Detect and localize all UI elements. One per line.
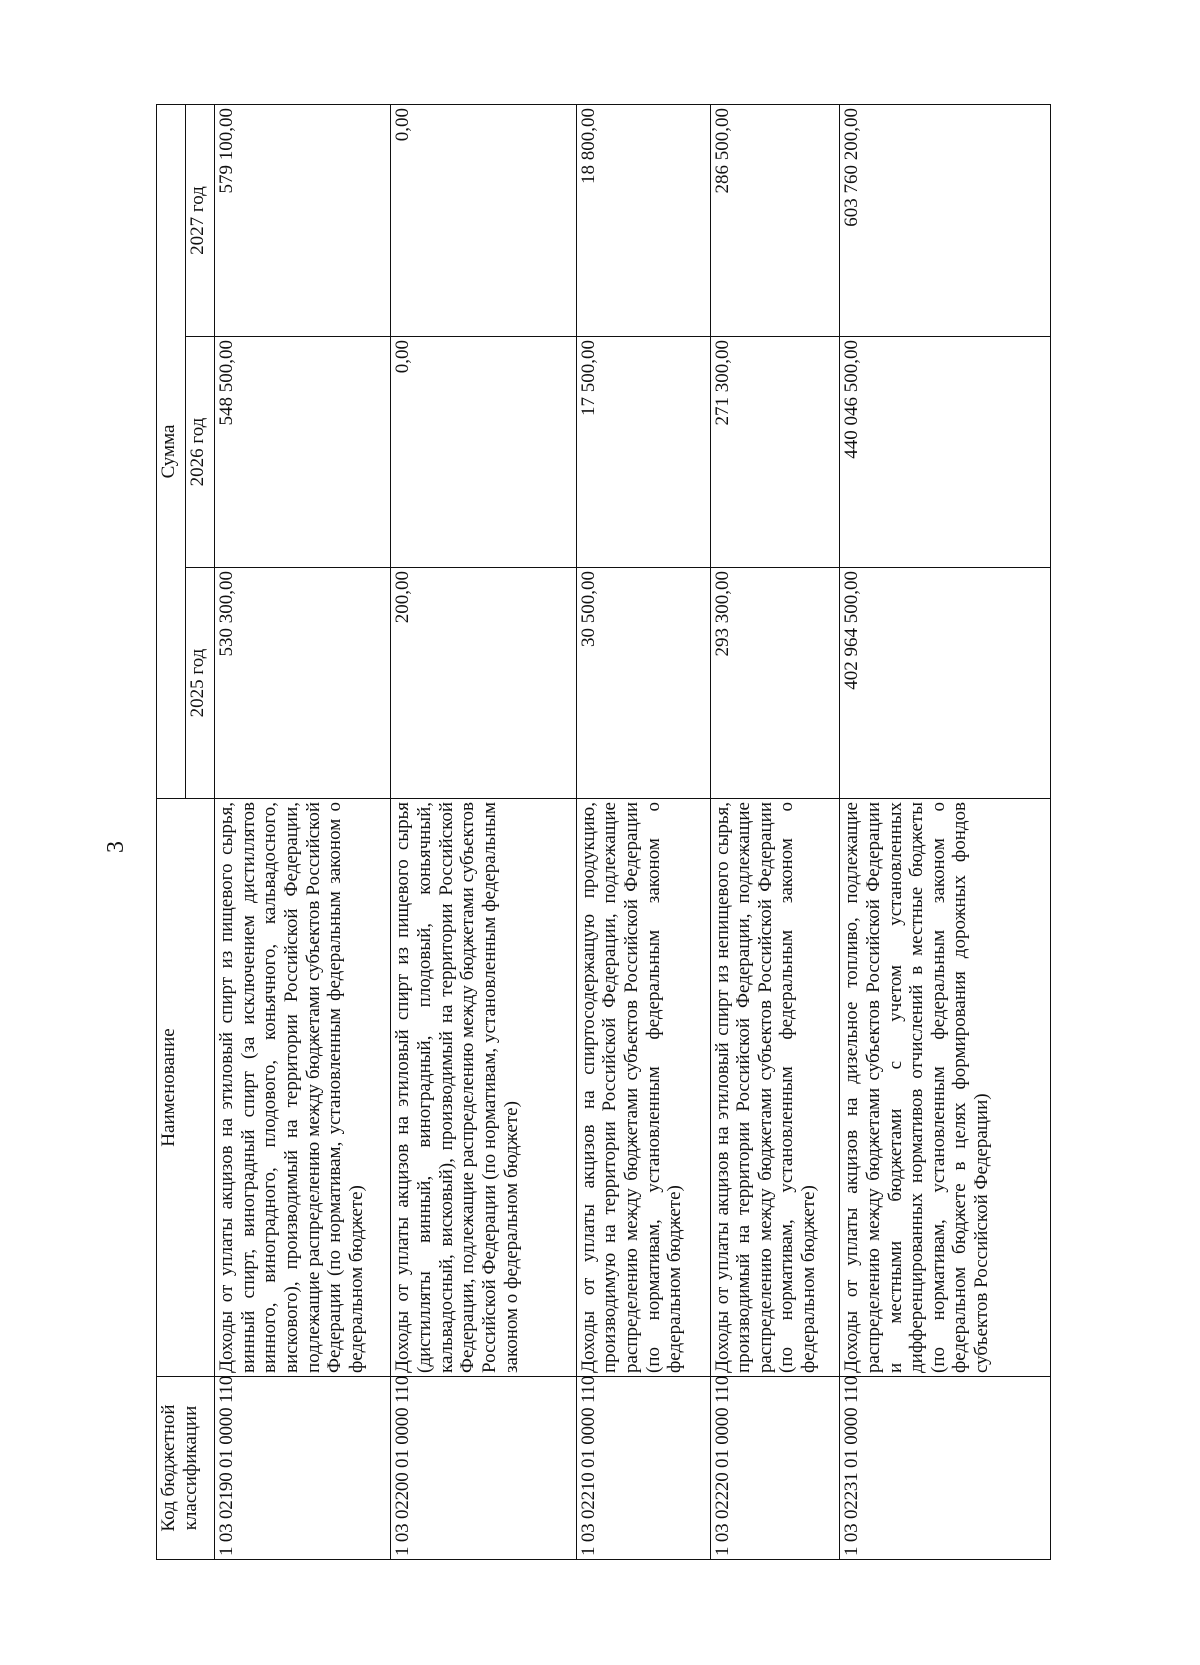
row-amount-2026: 548 500,00: [215, 337, 391, 568]
header-year-2026: 2026 год: [186, 337, 215, 568]
row-amount-2025: 30 500,00: [576, 568, 710, 799]
row-name: Доходы от уплаты акцизов на этиловый спирт из пищевого сырья, винный спирт, виноградный спирт (за исключением дистиллятов винного, виноградного, плодового, коньячного, кальвадосного, вискового), производимый на территории Российской Федерации, подлежащие распределению между бюджетами субъектов Российской Федерации (по нормативам, установленным федеральным законом о федеральном бюджете): [215, 799, 391, 1377]
row-name: Доходы от уплаты акцизов на этиловый спирт из пищевого сырья (дистилляты винный, виноградный, плодовый, коньячный, кальвадосный, висковый), производимый на территории Российской Федерации, подлежащие распределению между бюджетами субъектов Российской Федерации (по нормативам, установленным федеральным законом о федеральном бюджете): [391, 799, 576, 1377]
table-row: [215, 104, 391, 1559]
row-code: 1 03 02200 01 0000 110: [391, 1377, 576, 1560]
row-amount-2026: 0,00: [391, 337, 576, 568]
table-row: [576, 104, 710, 1559]
budget-revenue-table: [156, 104, 1051, 1560]
row-name: Доходы от уплаты акцизов на дизельное топливо, подлежащие распределению между бюджетами субъектов Российской Федерации и местными бюджетами с учетом установленных дифференцированных нормативов отчислений в местные бюджеты (по нормативам, установленным федеральным законом о федеральном бюджете в целях формирования дорожных фондов субъектов Российской Федерации): [840, 799, 1051, 1377]
row-amount-2027: 0,00: [391, 104, 576, 336]
row-code: 1 03 02190 01 0000 110: [215, 1377, 391, 1560]
row-amount-2025: 293 300,00: [710, 568, 840, 799]
row-amount-2027: 603 760 200,00: [840, 104, 1051, 336]
row-amount-2027: 579 100,00: [215, 104, 391, 336]
row-code: 1 03 02210 01 0000 110: [576, 1377, 710, 1560]
row-amount-2027: 286 500,00: [710, 104, 840, 336]
row-amount-2026: 440 046 500,00: [840, 337, 1051, 568]
budget-table-container: [156, 105, 1051, 1560]
header-year-2027: 2027 год: [186, 104, 215, 336]
row-amount-2026: 271 300,00: [710, 337, 840, 568]
row-name: Доходы от уплаты акцизов на этиловый спирт из непищевого сырья, производимый на территории Российской Федерации, подлежащие распределению между бюджетами субъектов Российской Федерации (по нормативам, установленным федеральным законом о федеральном бюджете): [710, 799, 840, 1377]
header-year-2025: 2025 год: [186, 568, 215, 799]
row-code: 1 03 02220 01 0000 110: [710, 1377, 840, 1560]
table-row: [840, 104, 1051, 1559]
page-number: 3: [103, 841, 129, 853]
row-amount-2027: 18 800,00: [576, 104, 710, 336]
row-amount-2025: 402 964 500,00: [840, 568, 1051, 799]
header-name: Наименование: [157, 799, 215, 1377]
row-name: Доходы от уплаты акцизов на спиртосодержащую продукцию, производимую на территории Российской Федерации, подлежащие распределению между бюджетами субъектов Российской Федерации (по нормативам, установленным федеральным законом о федеральном бюджете): [576, 799, 710, 1377]
header-code: Код бюджетной классификации: [157, 1377, 215, 1560]
row-code: 1 03 02231 01 0000 110: [840, 1377, 1051, 1560]
table-row: [391, 104, 576, 1559]
row-amount-2025: 200,00: [391, 568, 576, 799]
row-amount-2025: 530 300,00: [215, 568, 391, 799]
row-amount-2026: 17 500,00: [576, 337, 710, 568]
table-row: [710, 104, 840, 1559]
header-sum: Сумма: [157, 104, 186, 798]
